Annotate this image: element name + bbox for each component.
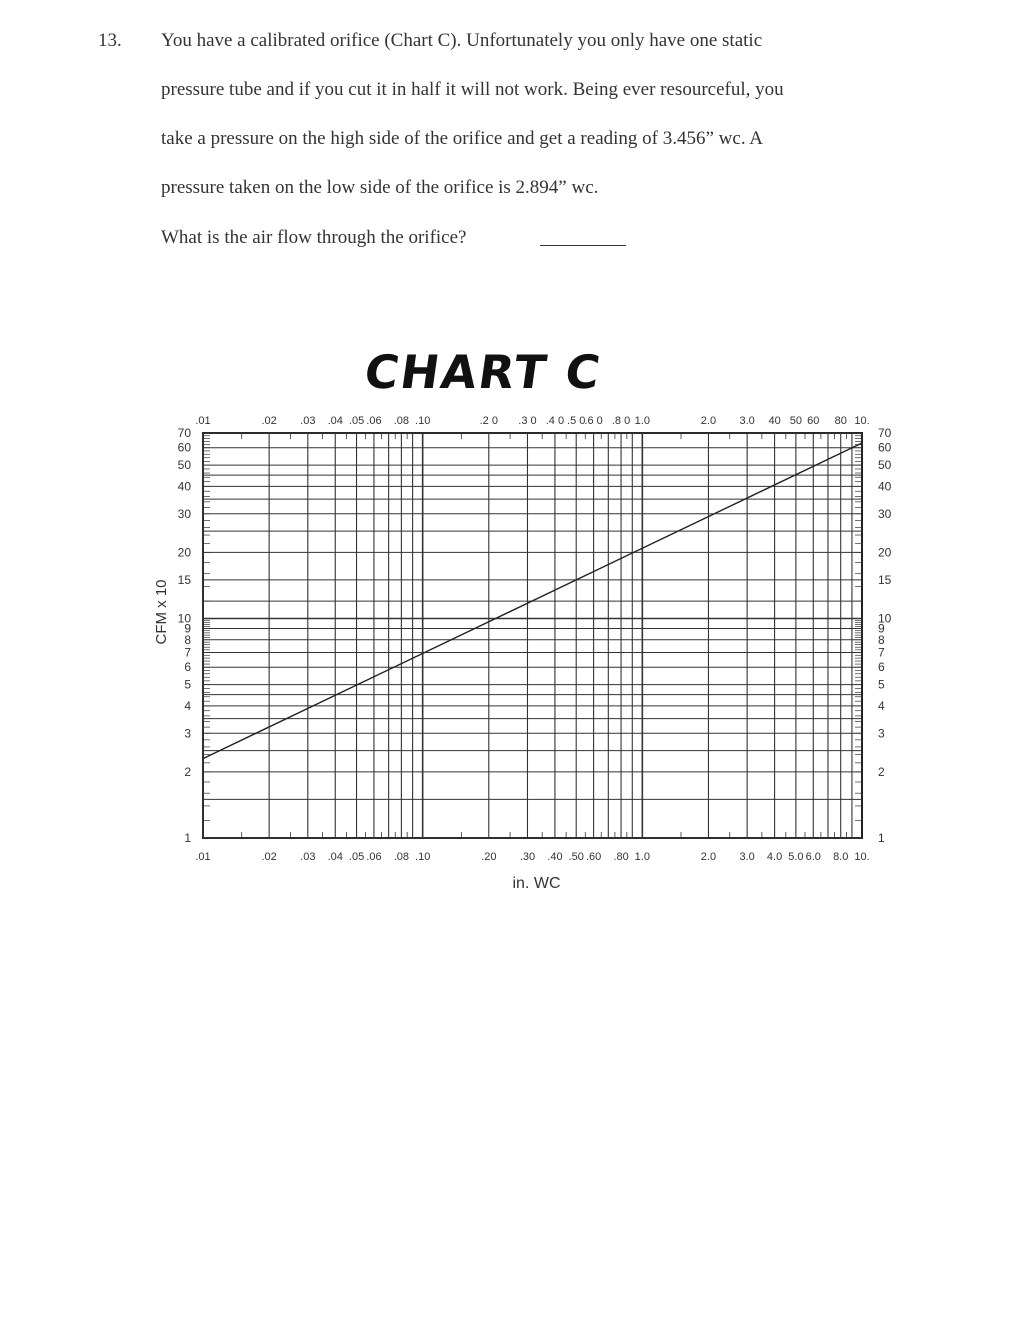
y-tick-label-left: 70 bbox=[177, 426, 191, 440]
x-tick-label-top: .05 bbox=[348, 415, 365, 427]
y-tick-label-right: 10 bbox=[878, 611, 892, 626]
x-tick-label-bottom: .04 bbox=[327, 851, 343, 863]
x-tick-label-bottom: 6.0 bbox=[805, 851, 821, 863]
x-tick-label-top: .2 0 bbox=[479, 415, 498, 427]
y-tick-label-left: 30 bbox=[177, 506, 191, 521]
x-tick-label-top: .3 0 bbox=[518, 415, 537, 427]
x-tick-label-bottom: .06 bbox=[366, 851, 382, 863]
y-tick-label-left: 60 bbox=[177, 440, 191, 455]
question-line-1: You have a calibrated orifice (Chart C). Unfortunately you only have one static bbox=[161, 30, 763, 51]
y-tick-label-left: 5 bbox=[184, 677, 191, 692]
y-tick-label-right: 50 bbox=[878, 458, 892, 473]
y-tick-label-right: 40 bbox=[878, 479, 892, 494]
x-tick-label-top: 80 bbox=[834, 415, 847, 427]
x-tick-label-bottom: .30 bbox=[519, 851, 536, 863]
y-tick-label-left: 20 bbox=[177, 545, 191, 560]
y-tick-label-left: 6 bbox=[184, 660, 191, 675]
x-tick-label-top: 60 bbox=[807, 415, 820, 427]
x-tick-label-bottom: .08 bbox=[393, 851, 410, 863]
x-tick-label-top: .10 bbox=[415, 415, 431, 427]
x-tick-label-top: .06 bbox=[366, 415, 382, 427]
y-tick-label-right: 8 bbox=[878, 632, 885, 647]
x-tick-label-bottom: .50 bbox=[568, 851, 584, 863]
x-tick-label-bottom: .40 bbox=[547, 851, 563, 863]
y-tick-label-left: 7 bbox=[184, 645, 191, 660]
x-tick-label-bottom: 10. bbox=[854, 851, 870, 863]
x-tick-label-bottom: .01 bbox=[195, 851, 211, 863]
question-prompt: What is the air flow through the orifice? bbox=[161, 227, 467, 248]
question-line-3: take a pressure on the high side of the orifice and get a reading of 3.456” wc. A bbox=[161, 128, 763, 149]
x-axis-label: in. WC bbox=[512, 875, 561, 892]
x-tick-label-bottom: 1.0 bbox=[634, 851, 650, 863]
x-tick-label-top: 50 bbox=[789, 415, 802, 427]
x-tick-label-bottom: .03 bbox=[300, 851, 316, 863]
x-tick-label-bottom: .02 bbox=[261, 851, 277, 863]
x-tick-label-top: 3.0 bbox=[739, 415, 755, 427]
x-tick-label-top: .03 bbox=[300, 415, 316, 427]
y-tick-label-right: 6 bbox=[878, 660, 885, 675]
x-tick-label-top: .01 bbox=[195, 415, 211, 427]
x-tick-label-top: .02 bbox=[261, 415, 277, 427]
y-tick-label-right: 20 bbox=[878, 545, 892, 560]
y-tick-label-left: 2 bbox=[184, 764, 191, 779]
x-tick-label-bottom: 4.0 bbox=[766, 851, 783, 863]
x-tick-label-bottom: .05 bbox=[348, 851, 365, 863]
y-tick-label-left: 40 bbox=[177, 479, 191, 494]
x-tick-label-top: .08 bbox=[393, 415, 410, 427]
y-axis-label: CFM x 10 bbox=[153, 579, 170, 645]
x-tick-label-top: 40 bbox=[768, 415, 781, 427]
x-tick-label-top: .4 0 bbox=[545, 415, 565, 427]
x-tick-label-bottom: .60 bbox=[585, 851, 602, 863]
y-tick-label-right: 7 bbox=[878, 645, 885, 660]
x-tick-label-top: .04 bbox=[327, 415, 343, 427]
y-tick-label-right: 2 bbox=[878, 764, 885, 779]
question-number: 13. bbox=[98, 30, 122, 51]
question-line-2: pressure tube and if you cut it in half it will not work. Being ever resourceful, you bbox=[161, 79, 784, 100]
x-tick-label-bottom: 5.0 bbox=[788, 851, 804, 863]
y-tick-label-left: 8 bbox=[184, 632, 191, 647]
y-tick-label-left: 9 bbox=[184, 621, 191, 636]
chart-title: CHART C bbox=[361, 345, 606, 399]
x-tick-label-bottom: .10 bbox=[415, 851, 431, 863]
y-tick-label-right: 9 bbox=[878, 621, 885, 636]
y-tick-label-right: 60 bbox=[878, 440, 892, 455]
y-tick-label-right: 5 bbox=[878, 677, 885, 692]
y-tick-label-right: 1 bbox=[878, 831, 885, 845]
x-tick-label-bottom: .20 bbox=[481, 851, 497, 863]
x-tick-label-top: 2.0 bbox=[700, 415, 717, 427]
x-tick-label-top: .6 0 bbox=[584, 415, 603, 427]
x-tick-label-bottom: 8.0 bbox=[833, 851, 849, 863]
x-tick-label-bottom: 2.0 bbox=[700, 851, 717, 863]
y-tick-label-left: 4 bbox=[184, 698, 191, 713]
y-tick-label-left: 10 bbox=[177, 611, 191, 626]
x-tick-label-top: .8 0 bbox=[611, 415, 631, 427]
y-tick-label-right: 15 bbox=[878, 572, 892, 587]
y-tick-label-left: 3 bbox=[184, 726, 191, 741]
y-tick-label-left: 50 bbox=[177, 458, 191, 473]
question-line-4: pressure taken on the low side of the orifice is 2.894” wc. bbox=[161, 177, 599, 198]
y-tick-label-right: 4 bbox=[878, 698, 885, 713]
y-tick-label-left: 15 bbox=[177, 572, 191, 587]
x-tick-label-top: 10. bbox=[854, 415, 870, 427]
x-tick-label-bottom: 3.0 bbox=[739, 851, 755, 863]
x-tick-label-top: .5 0 bbox=[567, 415, 586, 427]
x-tick-label-top: 1.0 bbox=[634, 415, 650, 427]
y-tick-label-right: 70 bbox=[878, 426, 892, 440]
y-tick-label-right: 30 bbox=[878, 506, 892, 521]
x-tick-label-bottom: .80 bbox=[613, 851, 629, 863]
plot-frame bbox=[203, 433, 862, 838]
y-tick-label-left: 1 bbox=[184, 831, 191, 845]
y-tick-label-right: 3 bbox=[878, 726, 885, 741]
